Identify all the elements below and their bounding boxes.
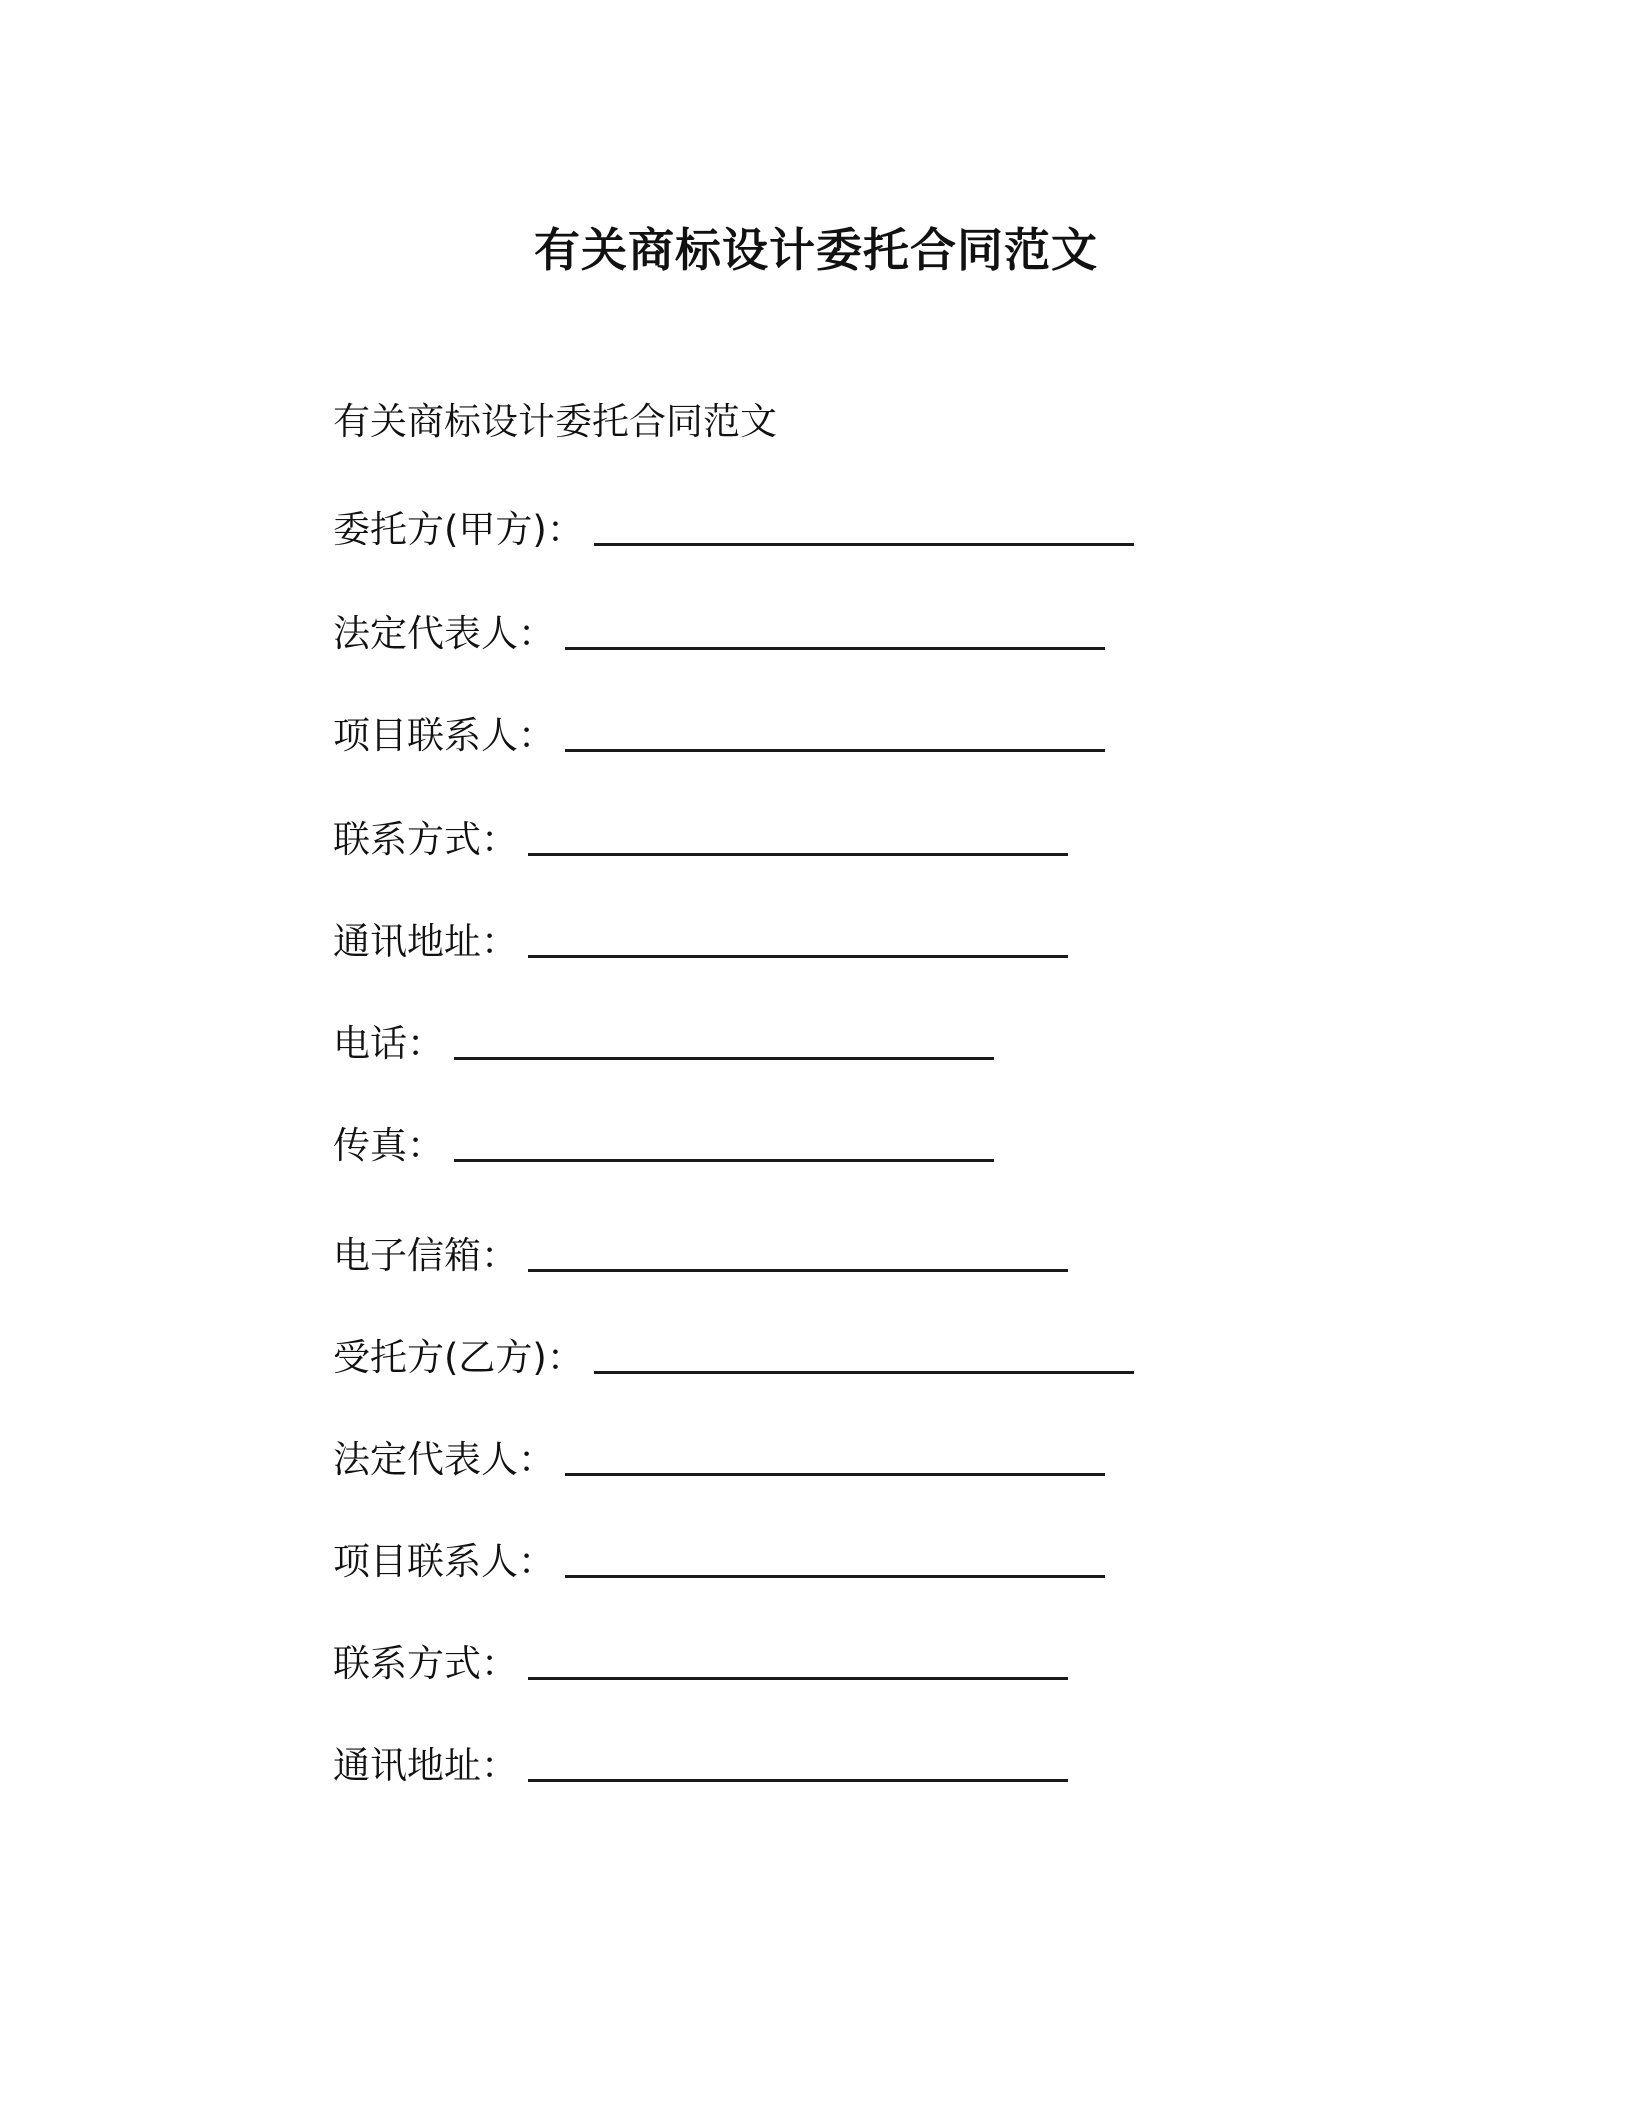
field-legal-rep-a (333, 610, 1105, 658)
blank-line (565, 1473, 1105, 1476)
field-label: 受托方(乙方)： (333, 1336, 584, 1379)
field-label: 法定代表人： (333, 612, 555, 655)
field-label: 传真： (333, 1124, 444, 1167)
field-label: 联系方式： (333, 818, 518, 861)
field-label: 法定代表人： (333, 1438, 555, 1481)
blank-line (528, 853, 1068, 856)
field-phone-a (333, 1020, 994, 1068)
field-label: 电话： (333, 1022, 444, 1065)
field-email-a (333, 1232, 1068, 1280)
blank-line (565, 1575, 1105, 1578)
field-label: 通讯地址： (333, 1744, 518, 1787)
field-address-a (333, 918, 1068, 966)
field-contact-method-b (333, 1640, 1068, 1688)
field-label: 联系方式： (333, 1642, 518, 1685)
field-legal-rep-b (333, 1436, 1105, 1484)
field-fax-a (333, 1122, 994, 1170)
field-project-contact-b (333, 1538, 1105, 1586)
blank-line (528, 1779, 1068, 1782)
blank-line (594, 543, 1134, 546)
blank-line (454, 1057, 994, 1060)
field-contact-method-a (333, 816, 1068, 864)
blank-line (528, 1269, 1068, 1272)
field-address-b (333, 1742, 1068, 1790)
field-label: 项目联系人： (333, 714, 555, 757)
blank-line (454, 1159, 994, 1162)
field-label: 通讯地址： (333, 920, 518, 963)
field-label: 项目联系人： (333, 1540, 555, 1583)
field-label: 委托方(甲方)： (333, 508, 584, 551)
blank-line (528, 1677, 1068, 1680)
field-party-a (333, 506, 1134, 554)
document-title: 有关商标设计委托合同范文 (534, 223, 1098, 277)
blank-line (565, 647, 1105, 650)
blank-line (565, 749, 1105, 752)
field-label: 电子信箱： (333, 1234, 518, 1277)
blank-line (528, 955, 1068, 958)
field-party-b (333, 1334, 1134, 1382)
field-project-contact-a (333, 712, 1105, 760)
document-subtitle: 有关商标设计委托合同范文 (333, 400, 777, 443)
blank-line (594, 1371, 1134, 1374)
